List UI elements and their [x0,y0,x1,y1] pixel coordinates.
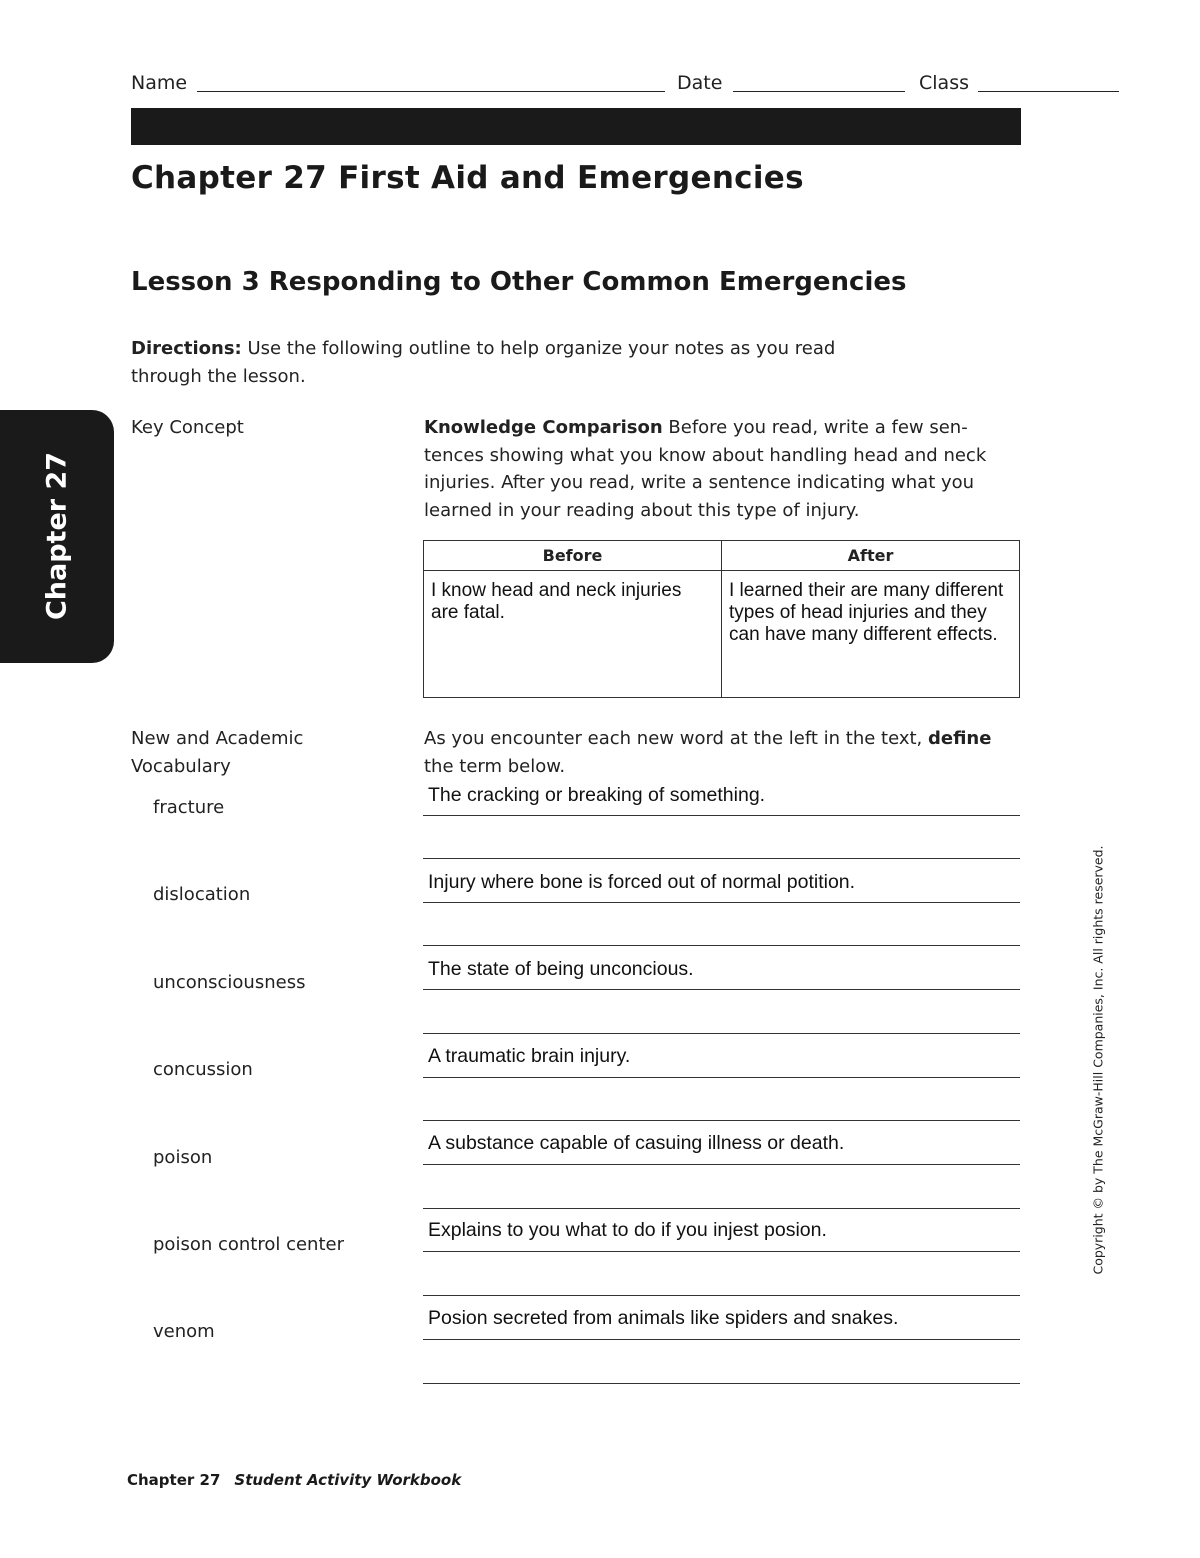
vocab-term: unconsciousness [153,972,306,993]
before-cell[interactable]: I know head and neck injuries are fatal. [424,571,722,698]
vocab-answer[interactable]: The state of being unconcious. [428,958,694,980]
vocab-answer[interactable]: A traumatic brain injury. [428,1045,631,1067]
class-field[interactable] [978,91,1119,92]
class-label: Class [919,72,969,94]
vocab-answer[interactable]: Explains to you what to do if you injest posion. [428,1219,827,1241]
answer-line [423,1251,1020,1252]
vocab-term: poison [153,1147,213,1168]
answer-line [423,815,1020,816]
after-cell[interactable]: I learned their are many different types of head injuries and they can have many different effects. [722,571,1020,698]
key-concept-instructions [424,414,1024,524]
comparison-table [423,540,1020,698]
knowledge-comparison-heading: Knowledge Comparison [424,417,663,438]
page-footer [127,1471,461,1489]
chapter-side-tab [0,410,114,663]
copyright-notice: Copyright © by The McGraw-Hill Companies, Inc. All rights reserved. [1090,845,1106,1275]
directions-label: Directions: [131,338,242,359]
name-label: Name [131,72,188,94]
answer-line [423,945,1020,946]
answer-line [423,989,1020,990]
chapter-title: Chapter 27 First Aid and Emergencies [131,160,804,196]
knowledge-comparison-text: Before you read, write a few sen-tences showing what you know about handling head and neck injuries. After you read, write a sentence indicating what you learned in your reading about this type of injury. [424,417,987,521]
answer-line [423,1295,1020,1296]
chapter-side-tab-label: Chapter 27 [41,451,73,621]
vocabulary-intro-bold: define [928,728,992,749]
before-header: Before [424,541,722,571]
directions-text: Use the following outline to help organize your notes as you read through the lesson. [131,338,836,387]
vocab-term: fracture [153,797,225,818]
vocab-answer[interactable]: The cracking or breaking of something. [428,784,766,806]
vocab-term: concussion [153,1059,253,1080]
lesson-title: Lesson 3 Responding to Other Common Emergencies [131,267,907,297]
answer-line [423,1077,1020,1078]
vocab-term: dislocation [153,884,251,905]
vocabulary-intro-post: the term below. [424,755,566,777]
answer-line [423,1164,1020,1165]
vocabulary-instructions [424,725,1024,780]
answer-line [423,1208,1020,1209]
after-header: After [722,541,1020,571]
vocabulary-intro-pre: As you encounter each new word at the left in the text, [424,728,928,749]
answer-line [423,902,1020,903]
answer-line [423,1033,1020,1034]
vocab-answer[interactable]: Injury where bone is forced out of normal potition. [428,871,856,893]
footer-workbook: Student Activity Workbook [234,1471,462,1489]
answer-line [423,1339,1020,1340]
answer-line [423,858,1020,859]
footer-chapter: Chapter 27 [127,1471,221,1489]
date-field[interactable] [733,91,905,92]
directions [131,335,851,390]
name-field[interactable] [197,91,665,92]
answer-line [423,1383,1020,1384]
vocabulary-label: New and Academic Vocabulary [131,728,304,777]
vocab-answer[interactable]: A substance capable of casuing illness or death. [428,1132,845,1154]
header-bar [131,108,1021,145]
date-label: Date [677,72,723,94]
key-concept-label: Key Concept [131,417,244,438]
vocab-term: venom [153,1321,215,1342]
vocab-term: poison control center [153,1234,344,1255]
vocab-answer[interactable]: Posion secreted from animals like spiders and snakes. [428,1307,899,1329]
answer-line [423,1120,1020,1121]
